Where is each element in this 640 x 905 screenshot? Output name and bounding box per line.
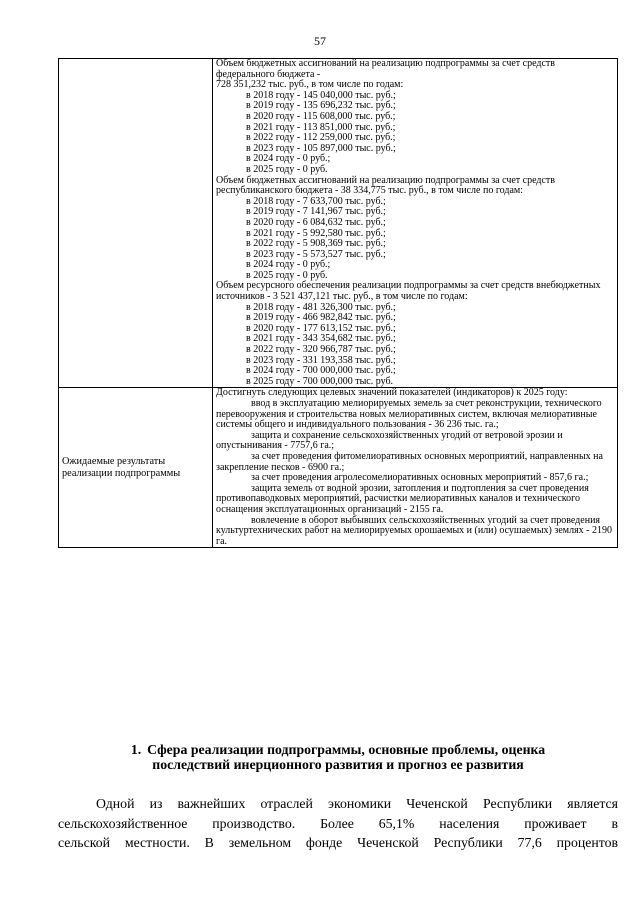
section-number: 1. (130, 742, 142, 757)
republic-year-2021: в 2021 году - 5 992,580 тыс. руб.; (246, 227, 386, 239)
subprogram-passport-table (58, 58, 618, 548)
section-title-line-2: последствий инерционного развития и прогноз ее развития (152, 757, 524, 772)
federal-year-2020: в 2020 году - 115 608,000 тыс. руб.; (246, 110, 396, 122)
body-line-2: сельскохозяйственное производство. Более 65,1% населения проживает в (58, 815, 618, 831)
republic-year-2019: в 2019 году - 7 141,967 тыс. руб.; (246, 206, 386, 218)
republic-year-2024: в 2024 году - 0 руб.; (246, 259, 331, 271)
result-item-land-return-text: вовлечение в оборот выбывших сельскохозяйственных угодий за счет проведения культуртехнических работ на мелиорируемых орошаемых и (или) осушаемых) землях - 2190 га. (216, 514, 613, 547)
extra-year-2023: в 2023 году - 331 193,358 тыс. руб.; (246, 354, 396, 366)
federal-funding-heading: Объем бюджетных ассигнований на реализацию подпрограммы за счет средств федерального бюджета - (216, 58, 556, 80)
result-item-land-return (216, 516, 614, 548)
federal-funding-total: 728 351,232 тыс. руб., в том числе по годам: (216, 79, 404, 91)
extra-year-2025: в 2025 году - 700 000,000 тыс. руб. (246, 375, 394, 387)
federal-year-2025: в 2025 году - 0 руб. (246, 163, 328, 175)
funding-content-cell (213, 59, 618, 388)
body-line-1: Одной из важнейших отраслей экономики Чеченской Республики является (96, 796, 618, 811)
extra-year-2024: в 2024 году - 700 000,000 тыс. руб.; (246, 365, 396, 377)
extra-year-2021: в 2021 году - 343 354,682 тыс. руб.; (246, 333, 396, 345)
federal-year-2023: в 2023 году - 105 897,000 тыс. руб.; (246, 142, 396, 154)
funding-row (59, 59, 618, 388)
result-item-irrigation-text: ввод в эксплуатацию мелиорируемых земель за счет реконструкции, технического перевооружения и строительства новых мелиоративных систем, включая мелиоративные системы общего и индивидуального пользования - 36 236 тыс. га.; (216, 398, 602, 431)
extra-year-2022: в 2022 году - 320 966,787 тыс. руб.; (246, 344, 396, 356)
republic-year-2018: в 2018 году - 7 633,700 тыс. руб.; (246, 195, 386, 207)
result-item-wind-erosion (216, 431, 614, 452)
extra-year-2019: в 2019 году - 466 982,842 тыс. руб.; (246, 312, 396, 324)
extra-budget-funding-heading: Объем ресурсного обеспечения реализации подпрограммы за счет средств внебюджетных источников - 3 521 437,121 тыс. руб., в том числе по годам: (216, 280, 601, 303)
federal-year-2019: в 2019 году - 135 696,232 тыс. руб.; (246, 100, 396, 112)
results-label-cell: Ожидаемые результаты реализации подпрограммы (59, 388, 213, 548)
republic-year-2020: в 2020 году - 6 084,632 тыс. руб.; (246, 216, 386, 228)
republic-funding-heading: Объем бюджетных ассигнований на реализацию подпрограммы за счет средств республиканского бюджета - 38 334,775 тыс. руб., в том числе по годам: (216, 174, 556, 197)
body-line-3: сельской местности. В земельном фонде Чеченской Республики 77,6 процентов (58, 835, 618, 850)
federal-year-2024: в 2024 году - 0 руб.; (246, 153, 331, 165)
result-item-agroforestry-text: за счет проведения агролесомелиоративных основных мероприятий - 857,6 га.; (251, 472, 589, 484)
results-content-cell (213, 388, 618, 548)
body-paragraph (58, 794, 618, 853)
extra-year-2020: в 2020 году - 177 613,152 тыс. руб.; (246, 322, 396, 334)
republic-year-2022: в 2022 году - 5 908,369 тыс. руб.; (246, 238, 386, 250)
result-item-phytomelioration-text: за счет проведения фитомелиоративных основных мероприятий, направленных на закрепление песков - 6900 га.; (216, 450, 603, 473)
result-item-wind-erosion-text: защита и сохранение сельскохозяйственных угодий от ветровой эрозии и опустынивания - 7757,6 га.; (216, 429, 563, 452)
section-title-line-1: Сфера реализации подпрограммы, основные проблемы, оценка (147, 742, 546, 757)
republic-year-2025: в 2025 году - 0 руб. (246, 269, 328, 281)
republic-year-2023: в 2023 году - 5 573,527 тыс. руб.; (246, 248, 386, 260)
section-heading (58, 742, 618, 772)
result-item-irrigation (216, 399, 614, 431)
result-item-water-erosion-text: защита земель от водной эрозии, затопления и подтопления за счет проведения противопаводковых мероприятий, расчистки мелиоративных каналов и технического оснащения эксплуатационных организаций - 2155 га. (216, 482, 589, 515)
result-item-water-erosion (216, 484, 614, 516)
extra-year-2018: в 2018 году - 481 326,300 тыс. руб.; (246, 301, 396, 313)
results-intro: Достигнуть следующих целевых значений показателей (индикаторов) к 2025 году: (216, 387, 568, 399)
federal-year-2022: в 2022 году - 112 259,000 тыс. руб.; (246, 132, 396, 144)
federal-year-2021: в 2021 году - 113 851,000 тыс. руб.; (246, 121, 396, 133)
funding-label-cell (59, 59, 213, 388)
result-item-phytomelioration (216, 452, 614, 473)
page-number: 57 (314, 34, 326, 48)
results-row (59, 388, 618, 548)
federal-year-2018: в 2018 году - 145 040,000 тыс. руб.; (246, 89, 396, 101)
section-heading-line-1 (58, 742, 618, 757)
